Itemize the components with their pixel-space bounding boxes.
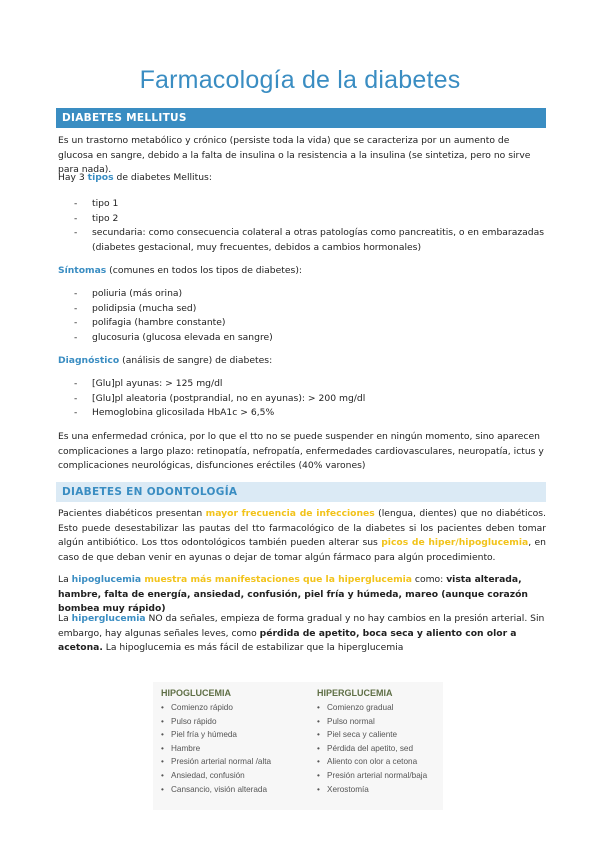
text-run: La hipoglucemia es más fácil de estabilizar que la hiperglucemia	[102, 642, 404, 654]
highlight-infections: mayor frecuencia de infecciones	[205, 508, 375, 519]
hyper-title: HIPERGLUCEMIA	[317, 688, 393, 698]
list-item: - Hemoglobina glicosilada HbA1c > 6,5%	[74, 406, 546, 421]
list-item: - [Glu]pl ayunas: > 125 mg/dl	[74, 377, 546, 392]
highlight-manifestations: muestra más manifestaciones que la hiperglucemia	[141, 574, 412, 585]
hypo-column	[161, 688, 271, 796]
list-item: • Piel fría y húmeda	[161, 728, 271, 742]
hypoglycemia-paragraph	[58, 573, 546, 617]
types-list	[74, 197, 546, 255]
text-run: La	[58, 574, 72, 585]
list-item: - tipo 1	[74, 197, 546, 212]
list-item: • Piel seca y caliente	[317, 728, 427, 742]
text-run: (lengua, dientes) que no diabéticos. Esto puede desestabilizar las pautas del tto farmacológico de la diabetes si los pacientes deben tomar algún antibiótico. Los ttos odontológicos también pueden alterar sus	[58, 508, 546, 549]
list-item: • Aliento con olor a cetona	[317, 755, 427, 769]
diagnosis-list	[74, 377, 546, 421]
list-item: - polifagia (hambre constante)	[74, 316, 546, 331]
text-run: NO da señales, empieza de forma gradual y no hay cambios en la presión arterial. Sin embargo, hay algunas señales leves, como	[58, 613, 545, 639]
list-item: • Comienzo rápido	[161, 701, 271, 715]
diagnosis-intro-post: (análisis de sangre) de diabetes:	[119, 355, 273, 366]
infections-paragraph	[58, 507, 546, 565]
hyper-column	[317, 688, 427, 796]
symptoms-intro-post: (comunes en todos los tipos de diabetes):	[106, 265, 302, 276]
list-item: • Hambre	[161, 742, 271, 756]
section-heading-diabetes-mellitus: DIABETES MELLITUS	[56, 108, 546, 128]
symptoms-list	[74, 287, 546, 345]
list-item: - secundaria: como consecuencia colateral a otras patologías como pancreatitis, o en embarazadas (diabetes gestacional, muy frecuentes, debidos a cambios hormonales)	[74, 226, 546, 255]
highlight-peaks: picos de hiper/hipoglucemia	[381, 537, 529, 549]
list-item: - poliuria (más orina)	[74, 287, 546, 302]
symptoms-intro	[58, 264, 546, 279]
list-item: • Presión arterial normal /alta	[161, 755, 271, 769]
list-item: • Pulso rápido	[161, 715, 271, 729]
types-intro-pre: Hay 3	[58, 172, 88, 183]
symptoms-keyword: Síntomas	[58, 265, 107, 276]
list-item: • Comienzo gradual	[317, 701, 427, 715]
text-run: , en caso de que deban venir en ayunas o dejar de tomar algún fármaco para algún procedimiento.	[58, 537, 546, 563]
list-item: • Ansiedad, confusión	[161, 769, 271, 783]
types-intro-post: de diabetes Mellitus:	[113, 172, 212, 183]
list-item: - tipo 2	[74, 212, 546, 227]
comparison-figure	[153, 682, 443, 810]
page-title: Farmacología de la diabetes	[139, 66, 461, 94]
bold-signs: pérdida de apetito, boca seca y aliento con olor a acetona.	[58, 627, 517, 654]
highlight-hyperglycemia: hiperglucemia	[71, 613, 146, 624]
list-item: • Cansancio, visión alterada	[161, 783, 271, 797]
list-item: • Pérdida del apetito, sed	[317, 742, 427, 756]
list-item: • Presión arterial normal/baja	[317, 769, 427, 783]
diagnosis-intro	[58, 354, 546, 369]
bold-symptoms: vista alterada, hambre, falta de energía, ansiedad, confusión, piel fría y húmeda, mareo (aunque corazón bombea muy rápido)	[58, 574, 528, 615]
highlight-hypoglycemia: hipoglucemia	[71, 574, 142, 585]
intro-paragraph: Es un trastorno metabólico y crónico (persiste toda la vida) que se caracteriza por un aumento de glucosa en sangre, debido a la falta de insulina o la resistencia a la insulina (se sintetiza, pero no sirve para nada).	[58, 135, 531, 176]
list-item: - polidipsia (mucha sed)	[74, 302, 546, 317]
text-run: Pacientes diabéticos presentan	[58, 508, 206, 519]
list-item: - [Glu]pl aleatoria (postprandial, no en ayunas): > 200 mg/dl	[74, 392, 546, 407]
hyperglycemia-paragraph	[58, 612, 546, 656]
types-keyword: tipos	[87, 172, 114, 183]
types-intro	[58, 171, 546, 186]
list-item: • Pulso normal	[317, 715, 427, 729]
section-heading-odontologia: DIABETES EN ODONTOLOGÍA	[56, 482, 546, 502]
diagnosis-keyword: Diagnóstico	[58, 355, 120, 366]
chronic-paragraph: Es una enfermedad crónica, por lo que el tto no se puede suspender en ningún momento, sino aparecen complicaciones a largo plazo: retinopatía, nefropatía, enfermedades cardiovasculares, neuropatía, ictus y complicaciones neurológicas, disfunciones eréctiles (40% varones)	[58, 431, 544, 472]
text-run: La	[58, 613, 72, 624]
text-run: como:	[412, 574, 447, 585]
list-item: - glucosuria (glucosa elevada en sangre)	[74, 331, 546, 346]
list-item: • Xerostomía	[317, 783, 427, 797]
hypo-title: HIPOGLUCEMIA	[161, 688, 232, 698]
